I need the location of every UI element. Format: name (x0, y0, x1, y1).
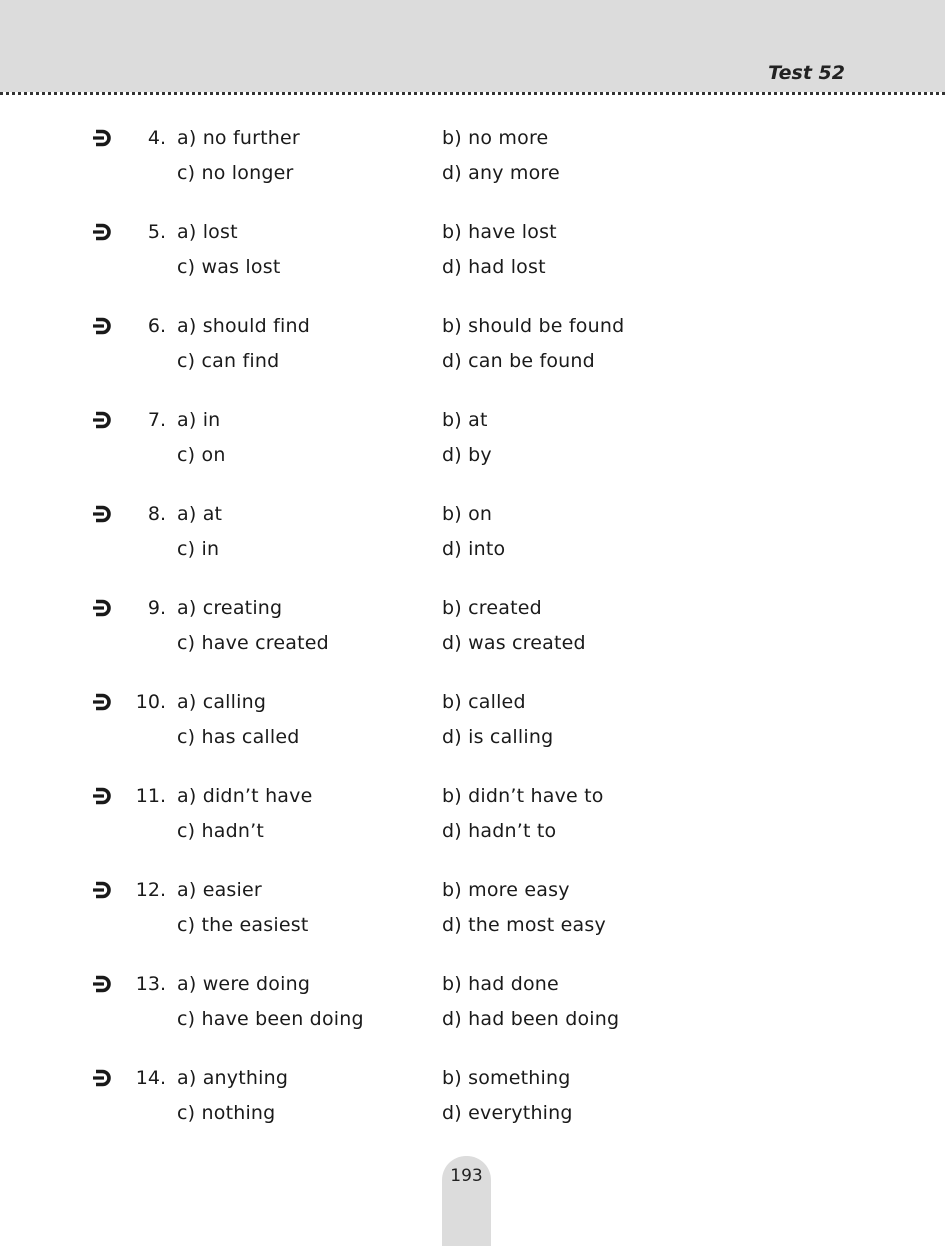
option-d: d) any more (442, 162, 560, 184)
test-title: Test 52 (768, 62, 845, 84)
option-c: c) can find (177, 350, 280, 372)
option-a: a) didn’t have (177, 784, 313, 807)
option-a: a) in (177, 409, 221, 431)
arrow-bullet-icon (90, 973, 112, 995)
question-item (0, 594, 945, 688)
question-number: 8. (147, 503, 166, 525)
option-b: b) created (442, 597, 542, 619)
arrow-bullet-icon (90, 503, 112, 525)
question-item (0, 876, 945, 970)
option-c: c) on (177, 444, 226, 466)
question-item (0, 970, 945, 1064)
option-d: d) had lost (442, 256, 546, 278)
option-d: d) can be found (442, 350, 595, 372)
option-d: d) everything (442, 1101, 573, 1124)
option-d: d) into (442, 538, 506, 560)
option-c: c) has called (177, 725, 300, 748)
option-a: a) easier (177, 878, 262, 901)
arrow-bullet-icon (90, 1067, 112, 1089)
option-a: a) calling (177, 690, 267, 713)
question-item (0, 1064, 945, 1158)
arrow-bullet-icon (90, 785, 112, 807)
option-c: c) hadn’t (177, 819, 264, 842)
question-number: 13. (135, 972, 166, 995)
option-d: d) was created (442, 632, 586, 654)
question-number: 10. (135, 690, 166, 713)
option-c: c) was lost (177, 256, 281, 278)
arrow-bullet-icon (90, 691, 112, 713)
question-item (0, 688, 945, 782)
option-c: c) in (177, 538, 220, 560)
question-number: 12. (135, 878, 166, 901)
option-c: c) no longer (177, 162, 294, 184)
option-b: b) should be found (442, 315, 625, 337)
arrow-bullet-icon (90, 221, 112, 243)
page-number-tab (442, 1156, 491, 1246)
question-item (0, 218, 945, 312)
page-number: 193 (450, 1166, 483, 1186)
option-b: b) had done (442, 972, 559, 995)
question-list (0, 124, 945, 1158)
question-number: 4. (147, 127, 166, 149)
question-number: 5. (147, 221, 166, 243)
option-b: b) didn’t have to (442, 784, 604, 807)
option-a: a) lost (177, 221, 238, 243)
question-item (0, 312, 945, 406)
option-c: c) have been doing (177, 1007, 364, 1030)
dotted-divider (0, 92, 945, 95)
arrow-bullet-icon (90, 315, 112, 337)
option-a: a) were doing (177, 972, 311, 995)
option-d: d) had been doing (442, 1007, 620, 1030)
question-number: 11. (135, 784, 166, 807)
option-b: b) no more (442, 127, 549, 149)
option-a: a) at (177, 503, 223, 525)
option-a: a) should find (177, 315, 310, 337)
header-band (0, 0, 945, 92)
arrow-bullet-icon (90, 127, 112, 149)
option-d: d) is calling (442, 725, 554, 748)
question-number: 7. (147, 409, 166, 431)
option-d: d) by (442, 444, 492, 466)
question-item (0, 782, 945, 876)
question-item (0, 406, 945, 500)
option-c: c) have created (177, 632, 329, 654)
arrow-bullet-icon (90, 409, 112, 431)
option-a: a) no further (177, 127, 300, 149)
option-d: d) hadn’t to (442, 819, 557, 842)
arrow-bullet-icon (90, 879, 112, 901)
option-b: b) at (442, 409, 488, 431)
option-b: b) something (442, 1066, 571, 1089)
question-number: 9. (147, 597, 166, 619)
option-b: b) have lost (442, 221, 557, 243)
option-b: b) on (442, 503, 493, 525)
option-a: a) anything (177, 1066, 289, 1089)
option-b: b) more easy (442, 878, 570, 901)
arrow-bullet-icon (90, 597, 112, 619)
option-c: c) the easiest (177, 913, 309, 936)
question-number: 14. (135, 1066, 166, 1089)
option-c: c) nothing (177, 1101, 276, 1124)
option-d: d) the most easy (442, 913, 606, 936)
question-number: 6. (147, 315, 166, 337)
option-a: a) creating (177, 597, 283, 619)
question-item (0, 124, 945, 218)
option-b: b) called (442, 690, 526, 713)
question-item (0, 500, 945, 594)
